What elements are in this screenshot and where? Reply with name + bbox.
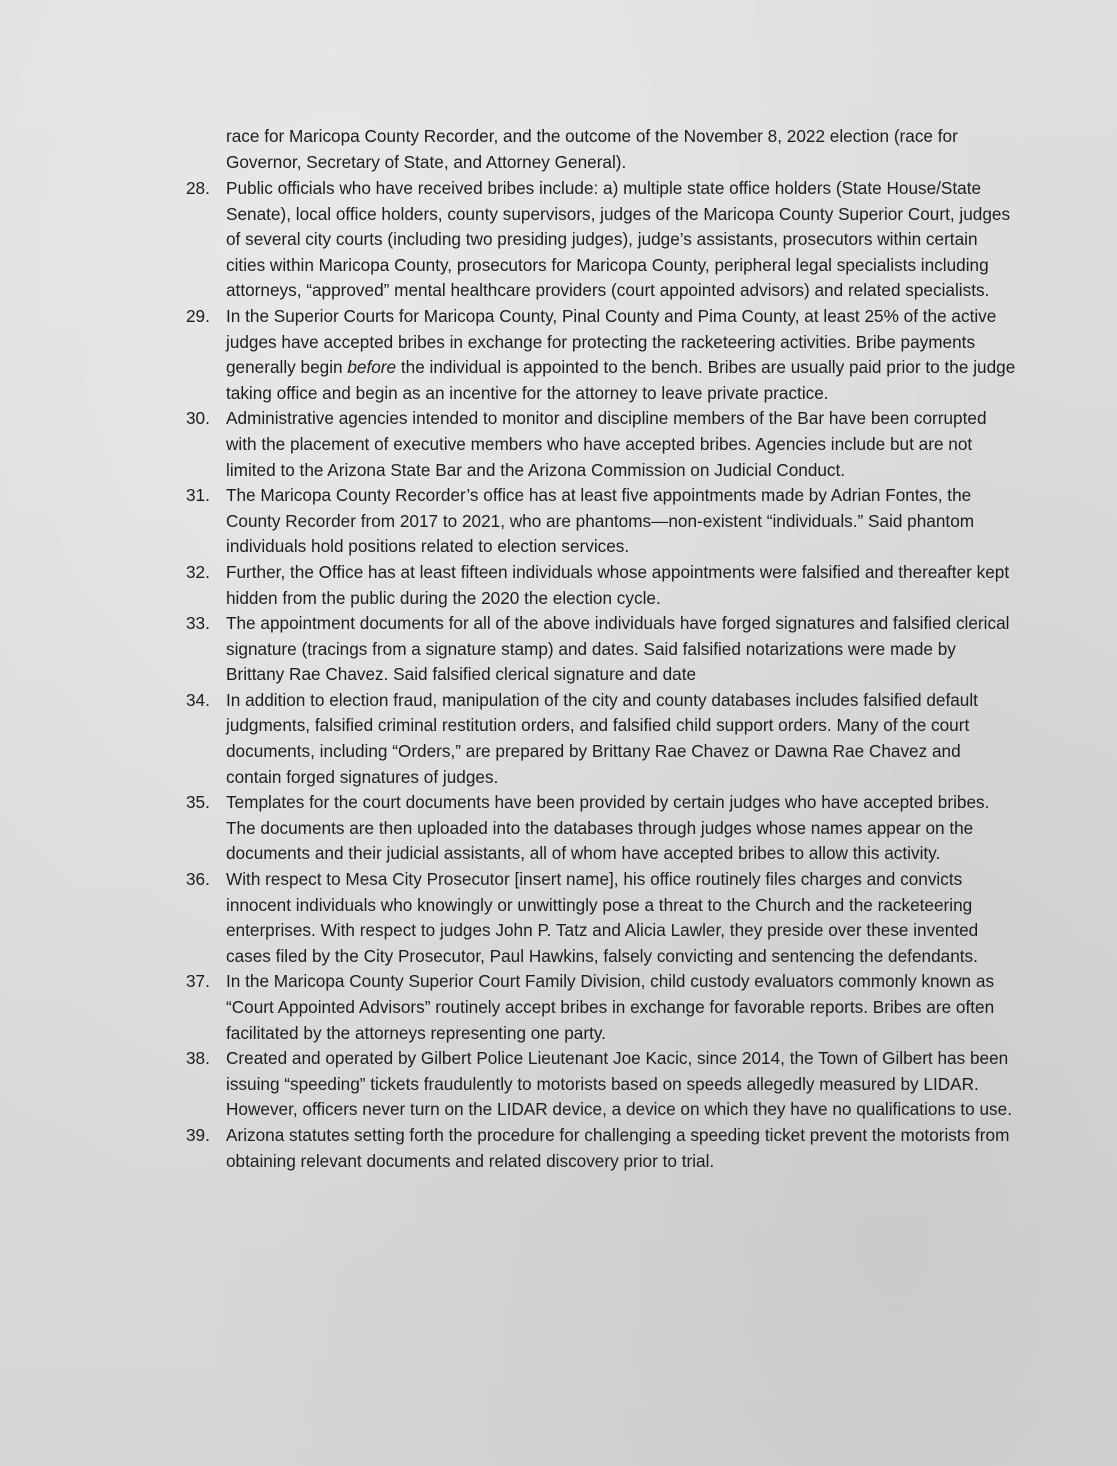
- item-text: Templates for the court documents have been provided by certain judges who have accepted bribes. The documents are then uploaded into the databases through judges whose names appear on the documents and their judicial assistants, all of whom have accepted bribes to allow this activity.: [226, 792, 990, 864]
- item-text: With respect to Mesa City Prosecutor [insert name], his office routinely files charges and convicts innocent individuals who knowingly or unwittingly pose a threat to the Church and the racketeering enterprises. With respect to judges John P. Tatz and Alicia Lawler, they preside over these invented cases filed by the City Prosecutor, Paul Hawkins, falsely convicting and sentencing the defendants.: [226, 869, 979, 966]
- item-text-emphasis: before: [347, 357, 397, 378]
- list-item-29: [186, 304, 1016, 406]
- list-item-34: [186, 688, 1016, 790]
- item-number: 34.: [186, 689, 210, 710]
- item-text: [226, 304, 1016, 406]
- item-text: In the Maricopa County Superior Court Family Division, child custody evaluators commonly known as “Court Appointed Advisors” routinely accept bribes in exchange for favorable reports. Bribes are often facilitated by the attorneys representing one party.: [226, 971, 995, 1043]
- list-item-38: [186, 1046, 1016, 1123]
- item-number: 36.: [186, 869, 210, 890]
- item-number: 28.: [186, 178, 210, 198]
- item-number: 32.: [186, 561, 210, 582]
- item-number: 37.: [186, 971, 210, 992]
- list-item-37: [186, 969, 1016, 1046]
- item-text: In addition to election fraud, manipulation of the city and county databases includes falsified default judgments, falsified criminal restitution orders, and falsified child support orders. Many of the court documents, including “Orders,” are prepared by Brittany Rae Chavez or Dawna Rae Chavez and contain forged signatures of judges.: [226, 689, 978, 787]
- item-number: 39.: [186, 1124, 210, 1145]
- item-text: Created and operated by Gilbert Police Lieutenant Joe Kacic, since 2014, the Town of Gilbert has been issuing “speeding” tickets fraudulently to motorists based on speeds allegedly measured by LIDAR. However, officers never turn on the LIDAR device, a device on which they have no qualifications to use.: [226, 1048, 1012, 1120]
- list-item-32: [186, 560, 1016, 611]
- numbered-list: [186, 176, 1016, 1174]
- item-text-after: the individual is appointed to the bench. Bribes are usually paid prior to the judge taking office and begin as an incentive for the attorney to leave private practice.: [226, 357, 1016, 403]
- item-text: Arizona statutes setting forth the procedure for challenging a speeding ticket prevent the motorists from obtaining relevant documents and related discovery prior to trial.: [226, 1124, 1010, 1171]
- list-item-36: [186, 867, 1016, 969]
- list-item-35: [186, 790, 1016, 867]
- list-item-31: [186, 483, 1016, 560]
- item-text: The Maricopa County Recorder’s office has at least five appointments made by Adrian Fontes, the County Recorder from 2017 to 2021, who are phantoms—non-existent “individuals.” Said phantom individuals hold positions related to election services.: [226, 485, 975, 557]
- item-text: Administrative agencies intended to monitor and discipline members of the Bar have been corrupted with the placement of executive members who have accepted bribes. Agencies include but are not limited to the Arizona State Bar and the Arizona Commission on Judicial Conduct.: [226, 408, 987, 480]
- item-text: The appointment documents for all of the above individuals have forged signatures and falsified clerical signature (tracings from a signature stamp) and dates. Said falsified notarizations were made by Brittany Rae Chavez. Said falsified clerical signature and date: [226, 613, 1010, 685]
- item-number: 35.: [186, 792, 210, 813]
- item-text-before: In the Superior Courts for Maricopa County, Pinal County and Pima County, at least 25% of the active judges have accepted bribes in exchange for protecting the racketeering activities. Bribe payments generally begin: [226, 305, 997, 378]
- list-item-30: [186, 406, 1016, 483]
- item-number: 29.: [186, 305, 210, 326]
- item-number: 30.: [186, 408, 210, 429]
- list-item-33: [186, 611, 1016, 688]
- list-item-39: [186, 1123, 1016, 1174]
- continuation-paragraph: race for Maricopa County Recorder, and the outcome of the November 8, 2022 election (race for Governor, Secretary of State, and Attorney General).: [226, 126, 958, 172]
- item-number: 38.: [186, 1048, 210, 1069]
- item-number: 33.: [186, 613, 210, 634]
- item-text: Public officials who have received bribes include: a) multiple state office holders (State House/State Senate), local office holders, county supervisors, judges of the Maricopa County Superior Court, judges of several city courts (including two presiding judges), judge’s assistants, prosecutors within certain cities within Maricopa County, prosecutors for Maricopa County, peripheral legal specialists including attorneys, “approved” mental healthcare providers (court appointed advisors) and related specialists.: [226, 178, 1011, 301]
- list-item-28: [186, 176, 1016, 304]
- item-number: 31.: [186, 485, 210, 506]
- item-text: Further, the Office has at least fifteen individuals whose appointments were falsified and thereafter kept hidden from the public during the 2020 the election cycle.: [226, 561, 1010, 608]
